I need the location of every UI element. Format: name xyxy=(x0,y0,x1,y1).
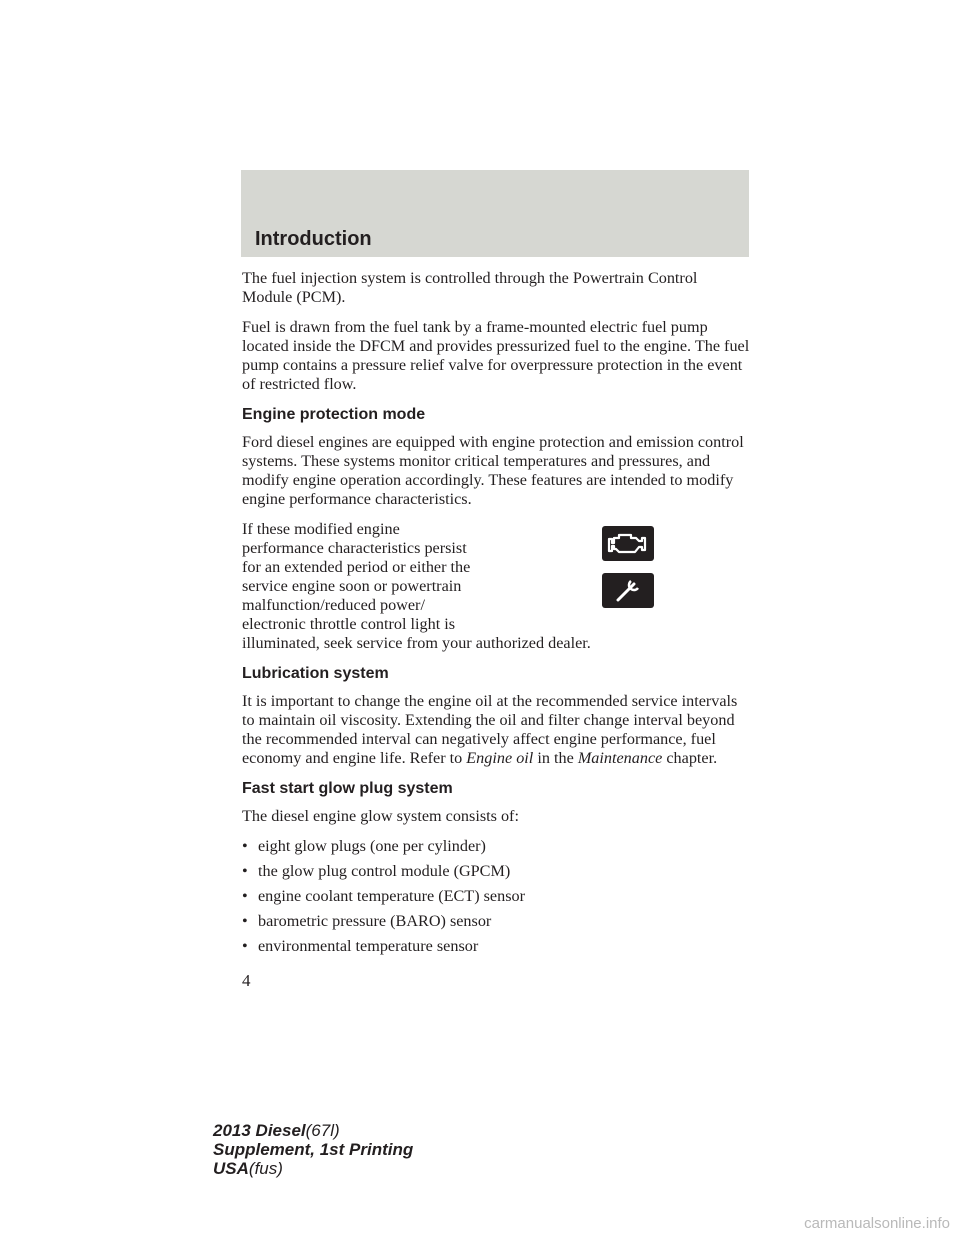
engine-warning-icon xyxy=(602,526,654,561)
footer-code: (67l) xyxy=(305,1121,340,1140)
reference-engine-oil: Engine oil xyxy=(466,749,534,767)
bullet-icon: • xyxy=(242,887,248,905)
lubrication-text: in the xyxy=(533,749,578,767)
warning-text-line: If these modified engine xyxy=(242,520,400,538)
list-item xyxy=(242,887,750,906)
bullet-icon: • xyxy=(242,937,248,955)
bullet-icon: • xyxy=(242,837,248,855)
paragraph-fuel-pump: Fuel is drawn from the fuel tank by a frame-mounted electric fuel pump located inside the DFCM and provides pressurized fuel to the engine. The fuel pump contains a pressure relief valve for overpressure protection in the event of restricted flow. xyxy=(242,318,750,393)
warning-text-line: malfunction/reduced power/ xyxy=(242,596,425,614)
list-item xyxy=(242,862,750,881)
bullet-icon: • xyxy=(242,862,248,880)
watermark: carmanualsonline.info xyxy=(804,1215,950,1232)
list-item-text: engine coolant temperature (ECT) sensor xyxy=(258,887,525,905)
footer-market-code: (fus) xyxy=(248,1159,283,1178)
footer-market: USA xyxy=(213,1159,249,1178)
paragraph-glow-system: The diesel engine glow system consists of: xyxy=(242,807,519,825)
reference-maintenance: Maintenance xyxy=(577,749,663,767)
footer-line xyxy=(213,1159,413,1178)
list-item-text: environmental temperature sensor xyxy=(258,937,479,955)
paragraph-warning-lights xyxy=(242,520,750,653)
lubrication-text: chapter. xyxy=(662,749,718,767)
warning-text-line: electronic throttle control light is xyxy=(242,615,456,633)
page-number: 4 xyxy=(242,971,251,990)
wrench-icon xyxy=(602,573,654,608)
warning-text-line: performance characteristics persist xyxy=(242,539,467,557)
page-content xyxy=(242,269,750,962)
list-item xyxy=(242,937,750,956)
glow-system-list xyxy=(242,837,750,956)
list-item-text: barometric pressure (BARO) sensor xyxy=(258,912,492,930)
footer-printing: Supplement, 1st Printing xyxy=(213,1140,414,1159)
footer-line xyxy=(213,1121,413,1140)
list-item xyxy=(242,912,750,931)
paragraph-fuel-injection: The fuel injection system is controlled through the Powertrain Control Module (PCM). xyxy=(242,269,698,306)
warning-text-line: service engine soon or powertrain xyxy=(242,577,462,595)
warning-text-line: illuminated, seek service from your authorized dealer. xyxy=(242,634,591,652)
paragraph-engine-protection: Ford diesel engines are equipped with engine protection and emission control systems. These systems monitor critical temperatures and pressures, and modify engine operation accordingly. These features are intended to modify engine performance characteristics. xyxy=(242,433,744,508)
heading-engine-protection: Engine protection mode xyxy=(242,406,426,423)
lubrication-text: It is important to change the engine oil at the recommended service intervals to maintain oil viscosity. Extending the oil and filter change interval beyond the recommended interval can negatively affect engine performance, fuel economy and engine life. Refer to xyxy=(242,692,738,767)
section-header-band xyxy=(241,170,749,257)
footer-line xyxy=(213,1140,413,1159)
print-footer xyxy=(213,1121,413,1178)
warning-text-line: for an extended period or either the xyxy=(242,558,471,576)
heading-lubrication: Lubrication system xyxy=(242,665,389,682)
list-item-text: the glow plug control module (GPCM) xyxy=(258,862,511,880)
list-item xyxy=(242,837,750,856)
warning-lights-block xyxy=(242,520,750,653)
bullet-icon: • xyxy=(242,912,248,930)
section-title: Introduction xyxy=(255,228,372,250)
list-item-text: eight glow plugs (one per cylinder) xyxy=(258,837,486,855)
paragraph-lubrication xyxy=(242,692,750,768)
footer-model: 2013 Diesel xyxy=(213,1121,306,1140)
heading-glow-plug: Fast start glow plug system xyxy=(242,780,453,797)
